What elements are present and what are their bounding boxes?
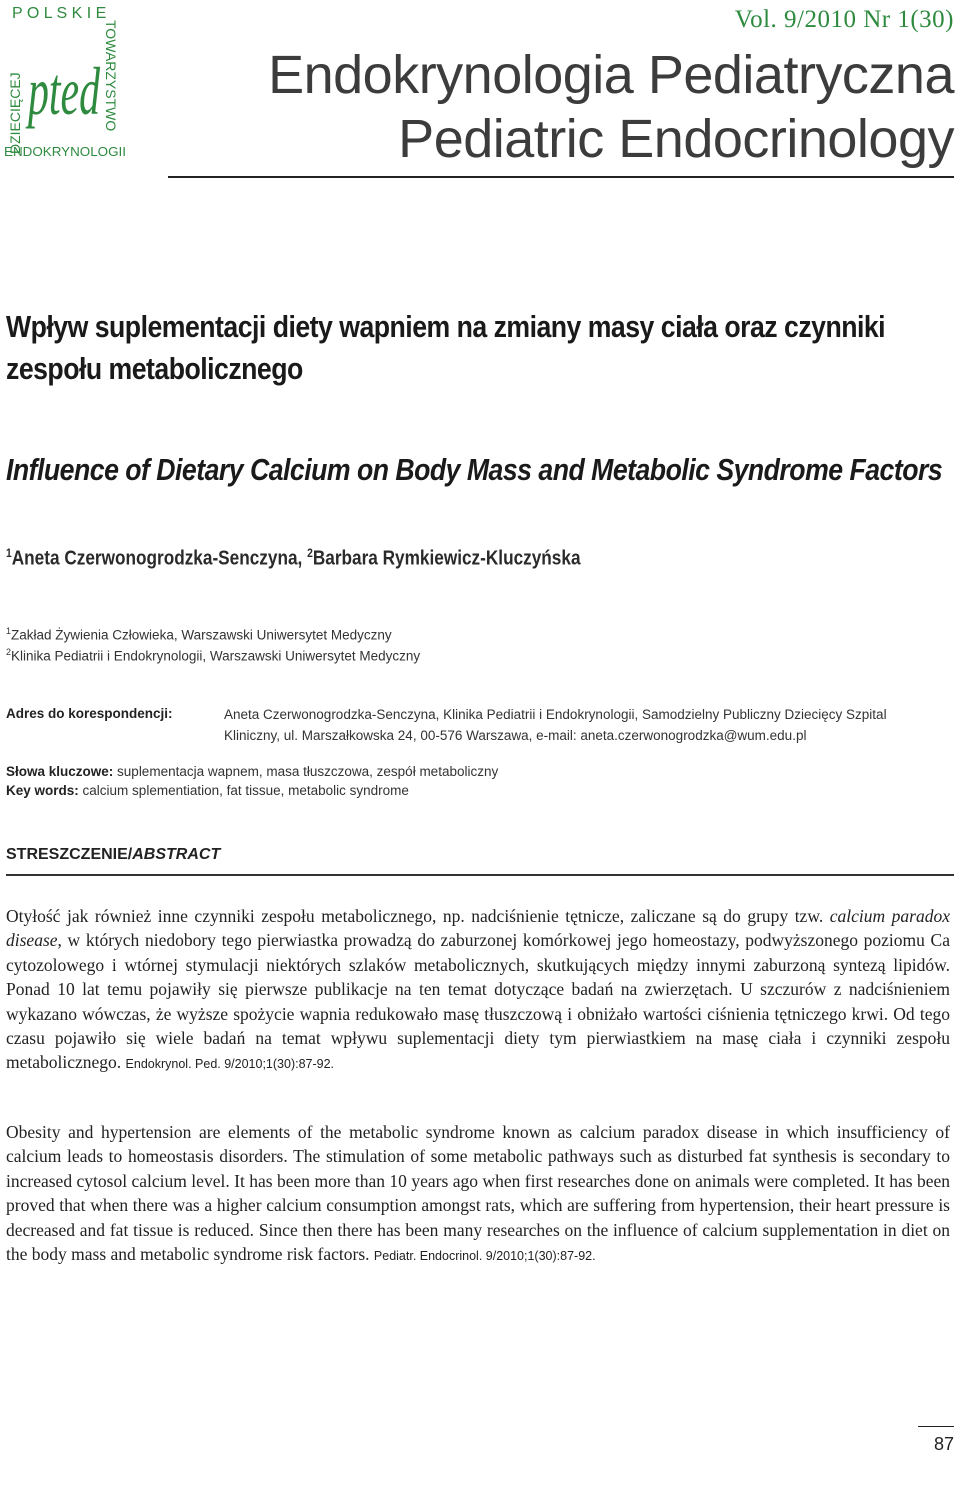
abstract-pl — [6, 904, 950, 1077]
abstract-heading — [6, 846, 220, 864]
logo-top-text: P O L S K I E — [12, 5, 107, 22]
affiliation-1-sup: 1 — [6, 626, 12, 636]
abstract-en-citation: Pediatr. Endocrinol. 9/2010;1(30):87-92. — [373, 1249, 596, 1264]
logo-bottom-text: ENDOKRYNOLOGII — [4, 145, 127, 159]
logo-left-text: DZIECIĘCEJ — [7, 72, 23, 154]
keywords-en-text: calcium splementiation, fat tissue, metabolic syndrome — [82, 783, 409, 798]
abstract-pl-lead: Otyłość jak również inne czynniki zespołu metabolicznego, np. nadciśnienie tętnicze, zaliczane są do grupy tzw. — [6, 906, 824, 926]
volume-info: Vol. 9/2010 Nr 1(30) — [734, 6, 954, 33]
article-title-en: Influence of Dietary Calcium on Body Mass and Metabolic Syndrome Factors — [6, 452, 943, 487]
abstract-pl-citation: Endokrynol. Ped. 9/2010;1(30):87-92. — [125, 1057, 335, 1072]
footer-rule — [918, 1426, 954, 1427]
affiliation-1-text: Zakład Żywienia Człowieka, Warszawski Uniwersytet Medyczny — [11, 627, 392, 643]
article-title-pl: Wpływ suplementacji diety wapniem na zmiany masy ciała oraz czynniki zespołu metabolicznego — [6, 309, 886, 386]
page-number: 87 — [933, 1434, 954, 1454]
author-1-sup: 1 — [6, 546, 12, 560]
journal-title-en: Pediatric Endocrinology — [398, 109, 954, 169]
affiliation-1 — [6, 626, 392, 643]
abstract-pl-rest: , w których niedobory tego pierwiastka prowadzą do zaburzonej komórkowej jego homeostazy, podwyższonego poziomu Ca cytozolowego i wtórnej stymulacji niektórych szlaków metabolicznych, skutkujących między innymi zaburzoną syntezą lipidów. Ponad 10 lat temu pojawiły się pierwsze publikacje na ten temat dotyczące badań na zwierzętach. U szczurów z nadciśnieniem wykazano wówczas, że wyższe spożycie wapnia redukowało masę tłuszczową i obniżało wartości ciśnienia tętniczego krwi. Od tego czasu pojawiło się wiele badań na temat wpływu suplementacji diety tym pierwiastkiem na masę ciała i czynniki zespołu metabolicznego. — [6, 930, 950, 1073]
correspondence-text: Aneta Czerwonogrodzka-Senczyna, Klinika Pediatrii i Endokrynologii, Samodzielny Publiczny Dziecięcy Szpital Kliniczny, ul. Marszałkowska 24, 00-576 Warszawa, e-mail: aneta.czerwonogrodzka@wum.edu.pl — [224, 707, 887, 743]
logo-monogram: pted — [25, 53, 101, 129]
affiliation-2-text: Klinika Pediatrii i Endokrynologii, Warszawski Uniwersytet Medyczny — [11, 648, 421, 664]
abstract-en — [6, 1120, 950, 1268]
journal-logo — [2, 2, 128, 160]
author-1-name: Aneta Czerwonogrodzka-Senczyna, — [11, 547, 303, 570]
abstract-heading-en: ABSTRACT — [132, 846, 221, 863]
affiliation-2 — [6, 647, 420, 664]
logo-right-text: TOWARZYSTWO — [103, 20, 119, 132]
abstract-rule — [6, 874, 954, 876]
abstract-heading-pl: STRESZCZENIE/ — [6, 846, 133, 863]
affiliation-2-sup: 2 — [6, 647, 12, 657]
header-rule — [168, 176, 954, 178]
correspondence-label: Adres do korespondencji: — [6, 706, 173, 721]
abstract-en-text: Obesity and hypertension are elements of the metabolic syndrome known as calcium paradox disease in which insufficiency of calcium leads to homeostasis disorders. The stimulation of some metabolic pathways such as disturbed fat synthesis is secondary to increased cytosol calcium level. It has been more than 10 years ago when first researches done on animals were completed. It has been proved that when there was a higher calcium consumption amongst rats, which are suffering from hypertension, their heart pressure is decreased and fat tissue is reduced. Since then there has been many researches on the influence of calcium supplementation in diet on the body mass and metabolic syndrome risk factors. — [6, 1122, 950, 1265]
abstract-pl-italic: calcium paradox disease — [6, 906, 950, 951]
keywords-en — [6, 783, 409, 798]
author-2-sup: 2 — [307, 546, 313, 560]
keywords-pl — [6, 764, 498, 779]
journal-title-pl: Endokrynologia Pediatryczna — [268, 45, 954, 105]
keywords-en-label: Key words: — [6, 783, 79, 798]
keywords-pl-text: suplementacja wapnem, masa tłuszczowa, zespół metaboliczny — [117, 764, 499, 779]
keywords-pl-label: Słowa kluczowe: — [6, 764, 114, 779]
author-2-name: Barbara Rymkiewicz-Kluczyńska — [312, 547, 581, 570]
author-list — [6, 546, 581, 571]
